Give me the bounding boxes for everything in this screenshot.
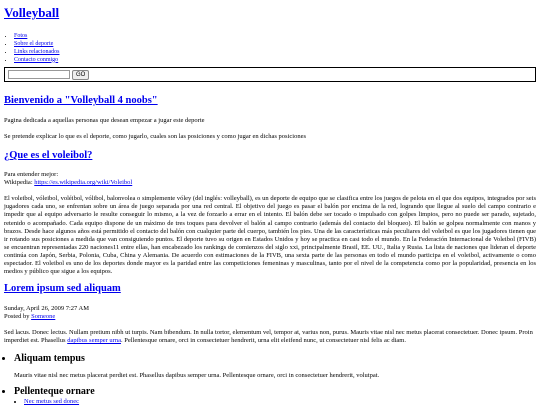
welcome-heading-link[interactable]: Bienvenido a "Volleyball 4 noobs" [4, 95, 158, 107]
subsection-text: Mauris vitae nisl nec metus placerat perdiet est. Phasellus dapibus semper urna. Pellentesque ornare, orci in consectetuer hendrerit, volutpat. [14, 371, 380, 379]
list-item-link[interactable]: Nec metus sed donec [24, 398, 80, 406]
welcome-description: Se pretende explicar lo que es el deporte, como jugarlo, cuales son las posiciones y como jugar en dichas posiciones [4, 132, 306, 140]
nav-item-links-relacionados [14, 49, 536, 57]
read-more-label: Para entender mejor: [4, 170, 59, 178]
wikipedia-prefix: Wikipedia: [4, 179, 35, 187]
subsection-title: Aliquam tempus [14, 353, 85, 365]
post-body [4, 329, 536, 345]
post-author-line [4, 313, 536, 321]
nav-link-sobre-el-deporte[interactable]: Sobre el deporte [14, 41, 54, 48]
nav-link-contacto[interactable]: Contacto conmigo [14, 56, 59, 63]
search-go-button[interactable]: GO [72, 70, 89, 80]
nav-item-sobre-el-deporte [14, 41, 536, 49]
wikipedia-source [4, 179, 536, 187]
nav-link-fotos[interactable]: Fotos [14, 33, 28, 40]
post-heading-link[interactable]: Lorem ipsum sed aliquam [4, 283, 121, 295]
search-input[interactable] [8, 70, 70, 79]
site-title-link[interactable]: Volleyball [4, 5, 60, 20]
about-body: El voleibol, vóleibol, voléibol, vólibol, balonvolea o simplemente vóley (del inglés: volleyball), es un deporte de equipo que se clasifica entre los juegos de pelota en el que dos equipos, integrados por seis jugadores cada uno, se enfrentan sobre un área de juego separada por una red central. El objetivo del juego es pasar el balón por encima de la red, logrando que llegue al suelo del campo contrario e impedir que al equipo adversario le resulte conseguir lo mismo, a la vez de forzarlo a errar en el intento. El balón debe ser tocado o impulsado con golpes limpios, pero no puede ser parado, sujetado, retenido o acompañado. Cada equipo dispone de un máximo de tres toques para devolver el balón al campo contrario (además del contacto del bloqueo). El balón se golpea normalmente con manos y brazos. Desde hace algunos años está permitido el contacto del balón con cualquier parte del cuerpo, también los pies. Una de las características más peculiares del voleibol es que los jugadores tienen que ir rotando sus posiciones a medida que van consiguiendo puntos. El deporte tuvo su origen en Estados Unidos y hoy se practica en casi todo el mundo. En la Federación Internacional de Voleibol (FIVB) se encuentran representadas 220 naciones11 entre ellas, han encabezado los rankings de comienzos del siglo xxi, principalmente Brasil, EE. UU., Italia y Rusia. La lista de naciones que lideran el deporte continúa con Japón, Serbia, Polonia, Cuba, China y Alemania. De acuerdo con estimaciones de la FIVB, una sexta parte de las personas en todo el mundo participa en el voleibol, activamente o como espectador. El voleibol es uno de los deportes donde mayor es la paridad entre las competiciones femeninas y masculinas, tanto por el nivel de la competencia como por la popularidad, presencia en los medios y público que sigue a los equipos. [4, 195, 536, 276]
about-source [4, 171, 536, 187]
nav-item-contacto [14, 57, 536, 65]
post-author-link[interactable]: Someone [31, 312, 56, 320]
post-meta [4, 305, 536, 321]
post-body-text-b: . Pellentesque ornare, orci in consectetuer hendrerit, urna elit eleifend nunc, ut consectetuer nisl felis ac diam. [120, 336, 406, 344]
subsection-pellenteque [14, 386, 536, 406]
post-date: Sunday, April 26, 2009 7:27 AM [4, 304, 89, 312]
subsection-title: Pellenteque ornare [14, 385, 95, 397]
search-bar [4, 67, 536, 82]
post-body-link[interactable]: dapibus semper urna [67, 336, 121, 344]
about-heading [4, 149, 536, 162]
subsection-aliquam [14, 353, 536, 380]
main-nav [4, 33, 536, 64]
post-subsections [4, 353, 536, 406]
about-heading-link[interactable]: ¿Que es el voleibol? [4, 149, 93, 161]
wikipedia-link[interactable]: https://es.wikipedia.org/wiki/Voleibol [34, 179, 133, 187]
nav-link-links-relacionados[interactable]: Links relacionados [14, 48, 60, 55]
posted-by-label: Posted by [4, 312, 32, 320]
site-title [4, 5, 536, 21]
welcome-intro: Pagina dedicada a aquellas personas que desean empezar a jugar este deporte [4, 116, 205, 124]
post-heading [4, 282, 536, 295]
post-body-text-a: Sed lacus. Donec lectus. Nullam pretium nibh ut turpis. Nam bibendum. In nulla tortor, elementum vel, tempor at, varius non, purus. Mauris vitae nisl nec metus placerat consectetuer. Donec ipsum. Proin imperdiet est. Phasellus [4, 328, 533, 344]
welcome-heading [4, 94, 536, 107]
nav-item-fotos [14, 33, 536, 41]
